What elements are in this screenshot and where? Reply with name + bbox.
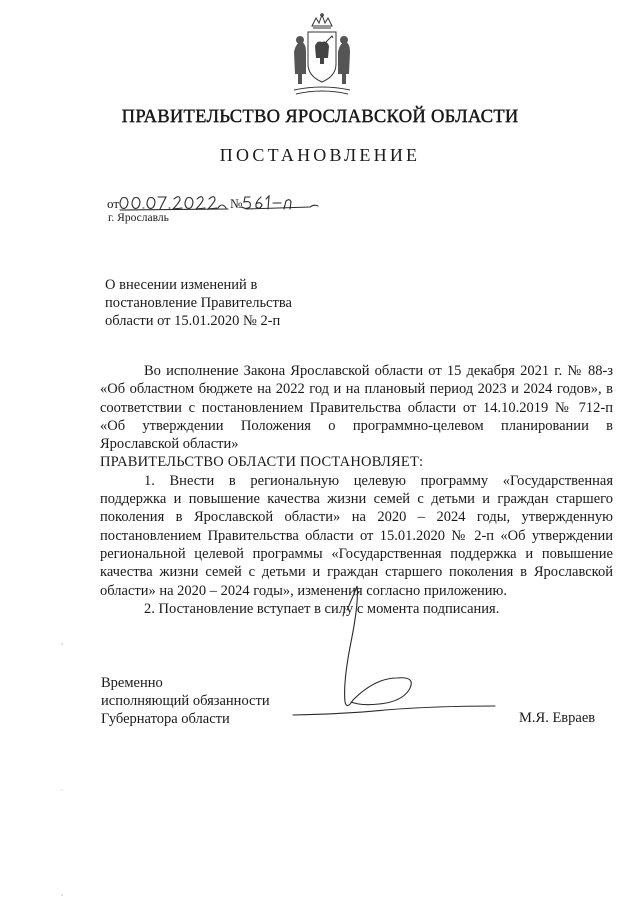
city-label: г. Ярославль (108, 212, 169, 224)
subject-line: О внесении изменений в (105, 277, 258, 293)
document-body (100, 362, 613, 618)
number-sign: № (230, 196, 243, 211)
date-prefix: от (107, 196, 120, 211)
signatory-title-line: Губернатора области (101, 711, 230, 727)
item-2-paragraph: 2. Постановление вступает в силу с момента подписания. (144, 600, 500, 617)
signatory-name: М.Я. Евраев (519, 710, 596, 726)
subject-line: постановление Правительства (105, 295, 292, 311)
government-title: ПРАВИТЕЛЬСТВО ЯРОСЛАВСКОЙ ОБЛАСТИ (121, 107, 519, 127)
scan-margin-specks (60, 640, 64, 900)
preamble-paragraph: Во исполнение Закона Ярославской области от 15 декабря 2021 г. № 88-з «Об областном бюджете на 2022 год и на плановый период 2023 и 2024 годов», в соответствии с постановлением Правительства области от 14.10.2019 № 712-п «Об утверждении Положения о программно-целевом планировании в Ярославской области» (100, 363, 613, 453)
item-1-paragraph: 1. Внести в региональную целевую программу «Государственная поддержка и повышение качества жизни семей с детьми и граждан старшего поколения в Ярославской области» на 2020 – 2024 годы, утвержденную постановлением Правительства области от 15.01.2020 № 2-п «Об утверждении региональной целевой программы «Государственная поддержка и повышение качества жизни семей с детьми и граждан старшего поколения в Ярославской области» на 2020 – 2024 годы», изменения согласно приложению. (100, 472, 613, 599)
document-subject (105, 276, 292, 330)
coat-of-arms-emblem (286, 12, 358, 98)
subject-line: области от 15.01.2020 № 2-п (105, 313, 281, 329)
signatory-title-line: исполняющий обязанности (101, 693, 270, 709)
document-type-title: ПОСТАНОВЛЕНИЕ (219, 145, 421, 165)
resolution-heading: ПРАВИТЕЛЬСТВО ОБЛАСТИ ПОСТАНОВЛЯЕТ: (100, 454, 424, 471)
handwritten-signature (285, 582, 515, 732)
signatory-title-line: Временно (101, 675, 163, 691)
signatory-title (101, 674, 270, 728)
